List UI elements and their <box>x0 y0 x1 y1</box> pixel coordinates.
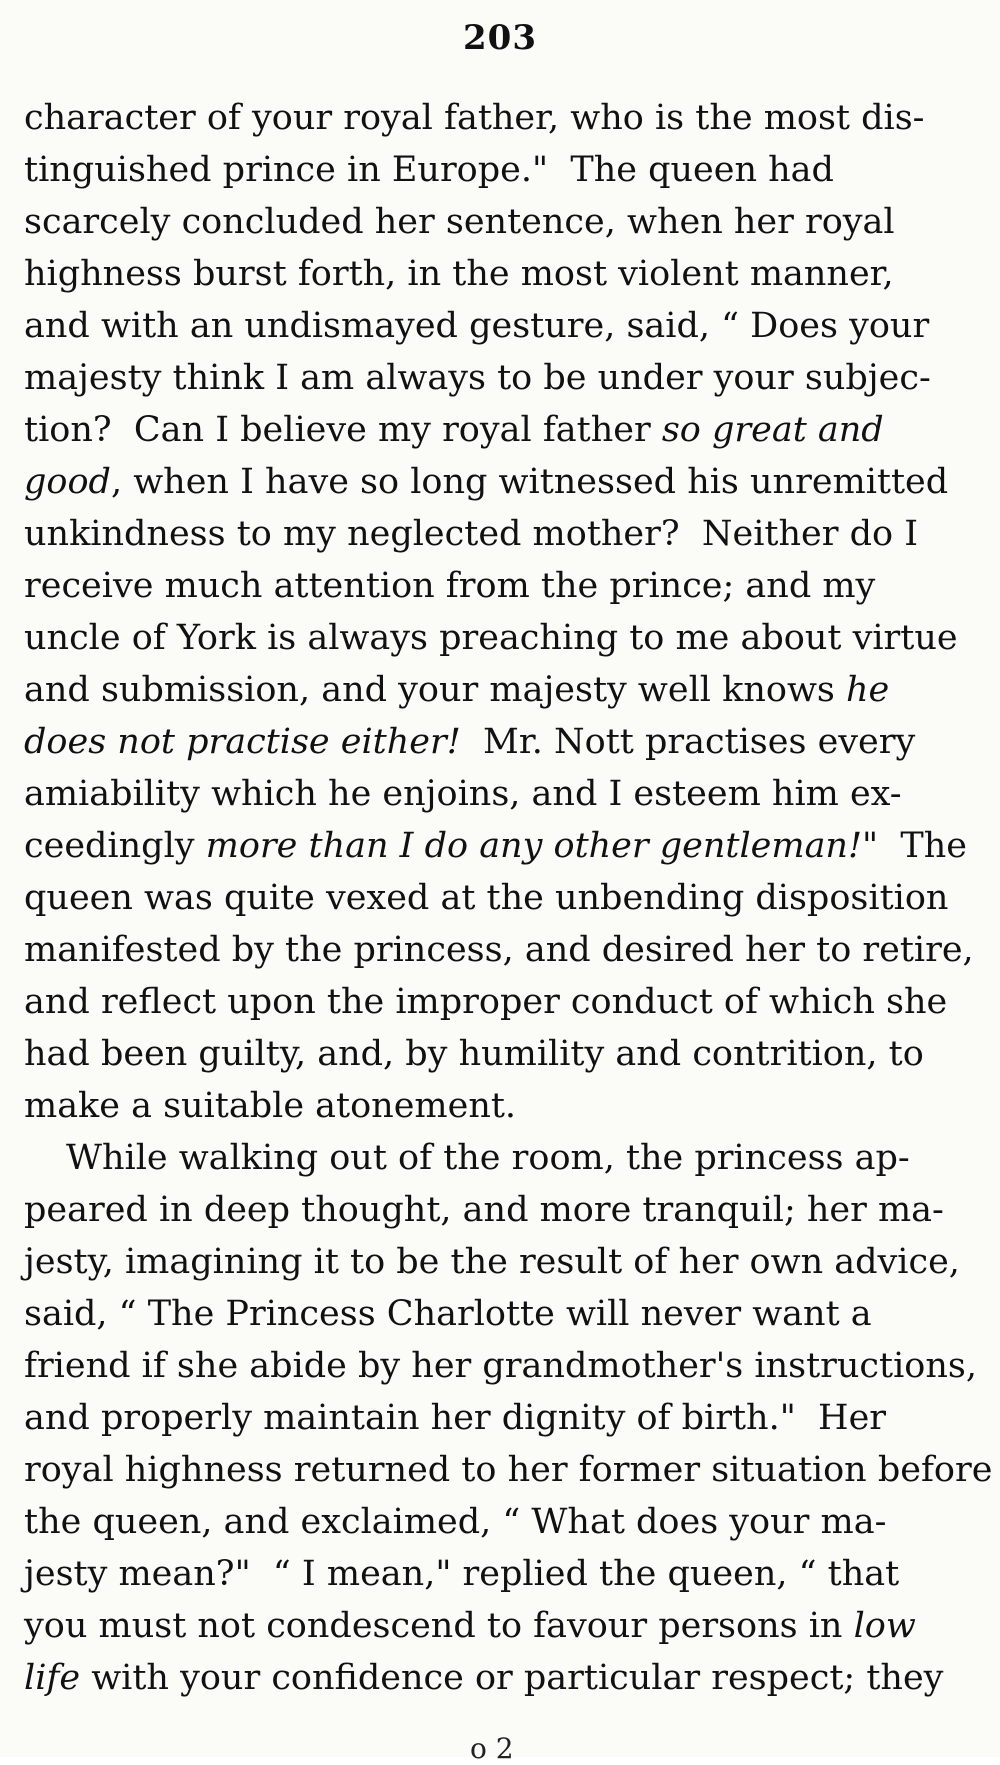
italic-text: good <box>24 462 111 502</box>
text-segment: tion? Can I believe my royal father <box>24 410 662 450</box>
text-line <box>24 144 949 196</box>
text-line <box>24 1028 949 1080</box>
text-line <box>24 1652 949 1704</box>
text-segment: you must not condescend to favour persons in <box>24 1606 854 1646</box>
text-segment: friend if she abide by her grandmother's instructions, <box>24 1346 977 1386</box>
text-line <box>24 1600 949 1652</box>
text-segment: peared in deep thought, and more tranquil; her ma- <box>24 1190 944 1230</box>
text-segment: and submission, and your majesty well knows <box>24 670 846 710</box>
text-segment: unkindness to my neglected mother? Neither do I <box>24 514 919 554</box>
text-line <box>24 1080 949 1132</box>
text-segment: make a suitable atonement. <box>24 1086 517 1126</box>
italic-text: he <box>846 670 890 710</box>
text-line <box>24 300 949 352</box>
text-line <box>24 1392 949 1444</box>
text-line <box>24 768 949 820</box>
text-segment: said, “ The Princess Charlotte will never want a <box>24 1294 872 1334</box>
catchword: o 2 <box>470 1732 514 1765</box>
text-segment: majesty think I am always to be under your subjec- <box>24 358 931 398</box>
italic-text: low <box>853 1606 916 1646</box>
text-segment: with your confidence or particular respect; they <box>80 1658 944 1698</box>
text-segment: jesty mean?" “ I mean," replied the queen, “ that <box>24 1554 900 1594</box>
text-segment: scarcely concluded her sentence, when her royal <box>24 202 895 242</box>
italic-text: life <box>24 1658 81 1698</box>
text-line <box>24 1444 993 1496</box>
text-segment: ceedingly <box>24 826 206 866</box>
text-line <box>24 1236 960 1288</box>
text-line <box>24 872 949 924</box>
text-line <box>24 92 949 144</box>
text-line <box>24 820 967 872</box>
text-segment: Mr. Nott practises every <box>460 722 916 762</box>
text-line <box>24 1288 949 1340</box>
text-line <box>24 560 949 612</box>
text-line <box>24 352 949 404</box>
italic-text: so great and <box>661 410 884 450</box>
text-segment: " The <box>862 826 967 866</box>
text-line <box>24 924 974 976</box>
text-segment: amiability which he enjoins, and I esteem him ex- <box>24 774 902 814</box>
text-segment: , when I have so long witnessed his unremitted <box>110 462 949 502</box>
text-segment: uncle of York is always preaching to me about virtue <box>24 618 958 658</box>
text-line <box>24 716 949 768</box>
text-segment: and with an undismayed gesture, said, “ Does your <box>24 306 930 346</box>
text-segment: tinguished prince in Europe." The queen had <box>24 150 834 190</box>
text-line <box>24 976 949 1028</box>
page-number: 203 <box>463 18 537 58</box>
text-segment: manifested by the princess, and desired her to retire, <box>24 930 974 970</box>
text-segment: jesty, imagining it to be the result of her own advice, <box>24 1242 960 1282</box>
text-line <box>24 1132 949 1184</box>
text-line <box>24 612 958 664</box>
body-text <box>24 92 993 1704</box>
text-line <box>24 1184 949 1236</box>
text-segment: and properly maintain her dignity of birth." Her <box>24 1398 887 1438</box>
text-segment: highness burst forth, in the most violent manner, <box>24 254 894 294</box>
text-line <box>24 1340 977 1392</box>
italic-text: does not practise either! <box>24 722 461 762</box>
text-segment: the queen, and exclaimed, “ What does your ma- <box>24 1502 887 1542</box>
text-line <box>24 1496 949 1548</box>
text-segment: had been guilty, and, by humility and contrition, to <box>24 1034 924 1074</box>
text-line <box>24 456 949 508</box>
italic-text: more than I do any other gentleman! <box>205 826 863 866</box>
text-segment: receive much attention from the prince; and my <box>24 566 876 606</box>
text-line <box>24 508 949 560</box>
text-line <box>24 248 949 300</box>
text-segment: royal highness returned to her former situation before <box>24 1450 993 1490</box>
text-segment: While walking out of the room, the princess ap- <box>66 1138 910 1178</box>
text-segment: queen was quite vexed at the unbending disposition <box>24 878 949 918</box>
text-line <box>24 1548 949 1600</box>
text-segment: and reflect upon the improper conduct of which she <box>24 982 948 1022</box>
text-line <box>24 196 949 248</box>
text-line <box>24 404 949 456</box>
text-segment: character of your royal father, who is the most dis- <box>24 98 925 138</box>
text-line <box>24 664 949 716</box>
